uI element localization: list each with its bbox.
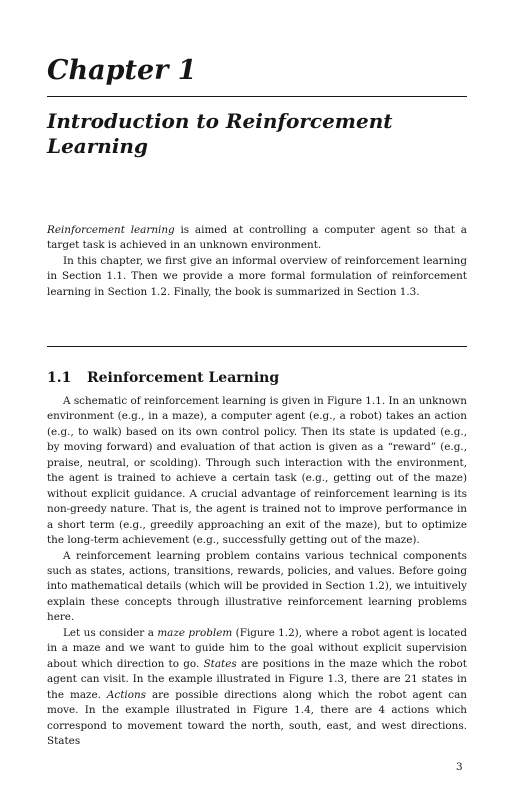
body-paragraph-3 (47, 626, 467, 750)
body-paragraph-2: A reinforcement learning problem contains various technical components such as states, actions, transitions, rewards, policies, and values. Before going into mathematical details (which will be provided in Section 1.2), we intuitively explain these concepts through illustrative reinforcement learning problems here. (47, 549, 467, 624)
term-actions: Actions (106, 688, 146, 701)
section-heading (47, 368, 279, 388)
term-states: States (203, 657, 237, 670)
body-text-3a: Let us consider a (63, 626, 158, 639)
section-number: 1.1 (47, 370, 72, 386)
abstract-paragraph-2: In this chapter, we first give an informal overview of reinforcement learning in Section 1.1. Then we provide a more formal formulation of reinforcement learning in Section 1.2. Finally, the book is summarized in Section 1.3. (47, 254, 467, 298)
body-text-3b: (Figure 1.2), where a robot agent is located in a maze and we want to guide him to the goal without explicit supervision about which direction to go. (47, 626, 467, 670)
section-rule (47, 346, 467, 347)
body-text-3c: are positions in the maze which the robot agent can visit. In the example illustrated in Figure 1.3, there are 21 states in the maze. (47, 657, 467, 701)
chapter-rule (47, 96, 467, 97)
abstract-paragraph-1 (47, 223, 467, 254)
chapter-label: Chapter 1 (47, 55, 197, 86)
section-body (47, 394, 467, 749)
page-number: 3 (456, 761, 463, 773)
abstract-text-1: is aimed at controlling a computer agent so that a target task is achieved in an unknown environment. (47, 224, 467, 252)
body-paragraph-1: A schematic of reinforcement learning is given in Figure 1.1. In an unknown environment (e.g., in a maze), a computer agent (e.g., a robot) takes an action (e.g., to walk) based on its own control policy. Then its state is updated (e.g., by moving forward) and evaluation of that action is given as a “reward” (e.g., praise, neutral, or scolding). Through such interaction with the environment, the agent is trained to achieve a certain task (e.g., getting out of the maze) without explicit guidance. A crucial advantage of reinforcement learning is its non-greedy nature. That is, the agent is trained not to improve performance in a short term (e.g., greedily approaching an exit of the maze), but to optimize the long-term achievement (e.g., successfully getting out of the maze). (47, 395, 467, 547)
abstract-term: Reinforcement learning (47, 224, 175, 236)
body-text-3d: are possible directions along which the robot agent can move. In the example illustrated in Figure 1.4, there are 4 actions which correspond to movement toward the north, south, east, and west directions. States (47, 688, 467, 747)
section-title: Reinforcement Learning (87, 370, 280, 386)
chapter-title: Introduction to Reinforcement Learning (47, 109, 393, 158)
term-maze-problem: maze problem (157, 626, 233, 639)
chapter-abstract (47, 223, 467, 300)
